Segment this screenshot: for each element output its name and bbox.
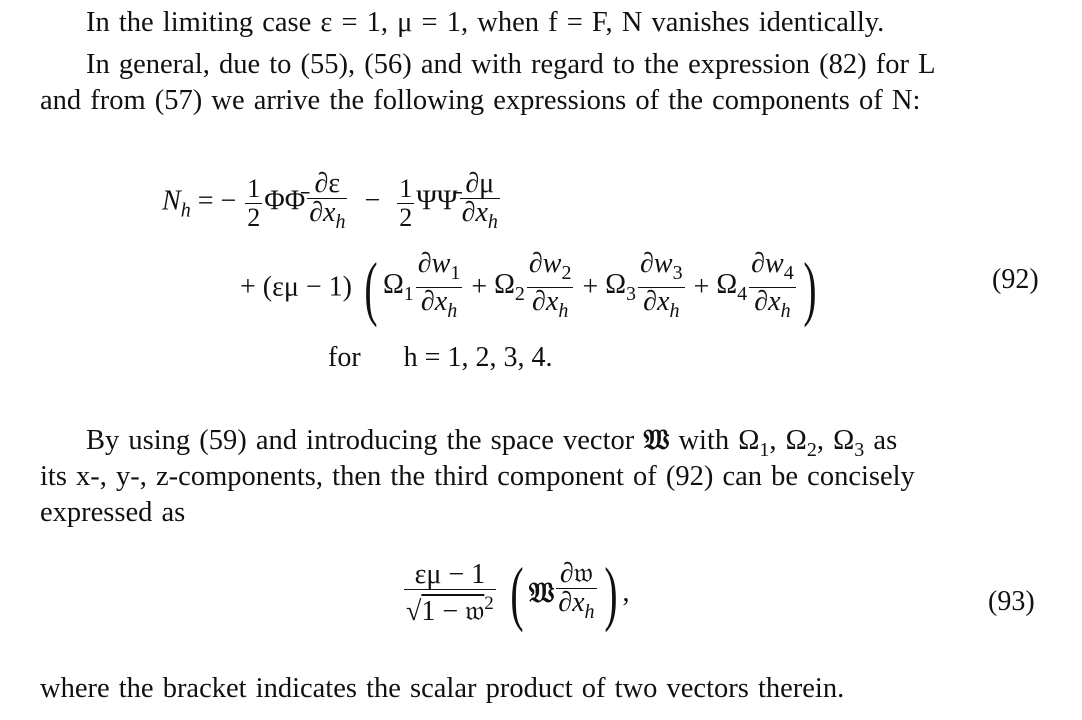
eq93-right-paren: ) [603,553,618,633]
eq92-minus-2: − [364,185,381,217]
eq92-dmu-dx [460,170,500,236]
eq93-main-fraction [404,558,496,627]
eq92-plus-2: + [582,271,599,303]
eq93-dx-den: ∂x [558,587,585,618]
eq92-plus-1: + [471,271,488,303]
eq92-eq-minus: = − [197,185,237,217]
eq92-half-1-den: 2 [247,202,261,232]
eq92-omega-3: $\Omega_3$ [605,269,637,305]
eq93-frak-W: 𝔚 [528,576,555,609]
eq92-prefix: + (εμ − 1) [240,271,352,303]
p2-line1-c: , Ω [769,425,807,456]
equation-92-row-3 [328,342,552,374]
eq92-deps-den: ∂x [309,197,336,228]
eq92-right-paren: ) [803,247,817,328]
paragraph-1-line-2: In general, due to (55), (56) and with regard to the expression (82) for L [86,49,936,80]
equation-92-number: (92) [992,264,1039,295]
eq92-dmu-den-sub: h [487,211,498,233]
eq93-left-paren: ( [510,553,524,633]
eq92-dw1-dx: $\frac{\partial w_1}{\partial x_h}$ [416,250,463,325]
eq92-dmu-num: ∂μ [465,168,495,199]
eq92-dw4-dx: $\frac{\partial w_4}{\partial x_h}$ [749,250,796,325]
eq92-lhs-sub: h [180,199,191,222]
equation-92-row-2 [240,247,822,328]
p2-line1-e: as [864,425,898,456]
paragraph-2-line-2: its x-, y-, z-components, then the third component of (92) can be concisely [40,461,915,492]
eq92-plus-3: + [693,271,710,303]
eq92-omega-1: $\Omega_1$ [382,269,414,305]
paragraph-2-line-3: expressed as [40,497,186,528]
paragraph-1-line-1: In the limiting case ε = 1, μ = 1, when f = F, N vanishes identically. [86,7,885,38]
p2-line1-b: with Ω [678,425,760,456]
eq93-comma: , [622,577,630,608]
eq92-deps-den-sub: h [335,211,346,233]
eq92-half-1-num: 1 [247,173,261,203]
paragraph-2-line-1: By using (59) and introducing the space vector 𝔚 with $\Omega_1$, $\Omega_2$, $\Omega_3$ as [86,422,898,461]
paragraph-1-line-3: and from (57) we arrive the following expressions of the components of N: [40,85,921,116]
eq92-for: for [328,342,361,373]
eq92-dmu-den: ∂x [461,197,488,228]
eq93-dw-dx: $\frac{\text{∂𝔴}}{\partial x_h}$ [556,560,596,626]
equation-93 [402,553,630,633]
eq92-phi-term: ΦΦ̄ [264,185,306,217]
eq92-deps-dx [307,170,347,236]
eq92-half-2-den: 2 [399,202,413,232]
eq92-dw2-dx: $\frac{\partial w_2}{\partial x_h}$ [527,250,574,325]
eq92-omega-2: $\Omega_2$ [494,269,525,305]
eq92-psi-term: ΨΨ̄ [416,185,458,217]
eq92-left-paren: ( [364,247,378,328]
eq92-range: h = 1, 2, 3, 4. [403,342,553,373]
eq92-omega-4: $\Omega_4$ [716,269,748,305]
eq92-deps-num: ∂ε [314,168,341,199]
p2-line1-d: , Ω [816,425,855,456]
p2-line1-a: By using (59) and introducing the space vector [86,425,635,456]
eq92-half-2-num: 1 [399,173,413,203]
eq92-half-2 [397,175,414,232]
equation-92-row-1 [162,170,502,236]
frak-W-symbol: 𝔚 [643,422,670,456]
eq92-half-1 [245,175,262,232]
eq93-dw-num: ∂𝔴 [559,558,593,589]
eq93-num: εμ − 1 [414,558,486,590]
paragraph-3-line-1: where the bracket indicates the scalar product of two vectors therein. [40,673,845,704]
equation-93-number: (93) [988,586,1035,617]
sqrt-icon: √ [406,595,422,627]
eq92-dw3-dx: $\frac{\partial w_3}{\partial x_h}$ [638,250,685,325]
eq92-lhs: N [162,185,181,217]
eq93-den: √1 − 𝔴$^2$ [404,589,496,626]
